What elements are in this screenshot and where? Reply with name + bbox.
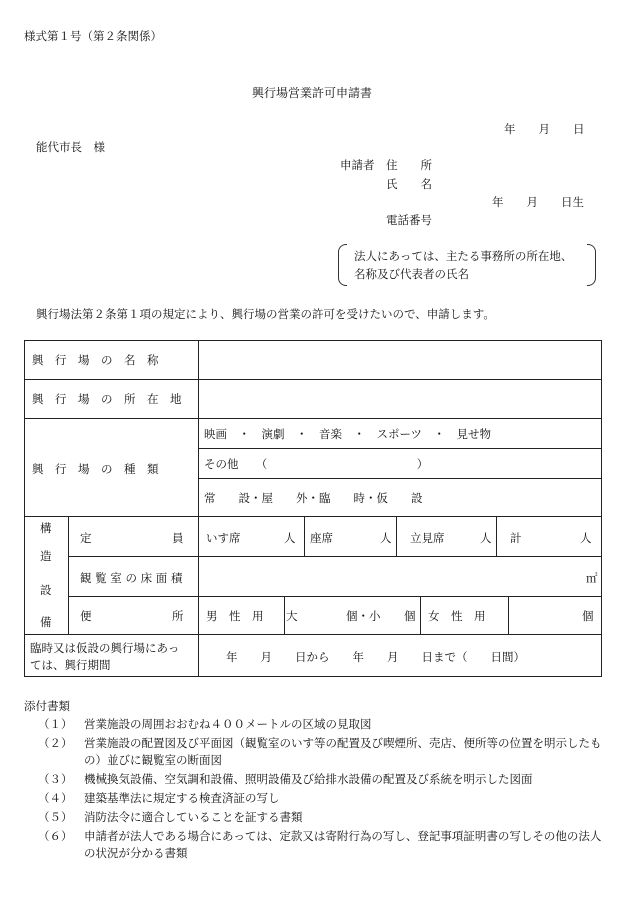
phone-label: 電話番号 bbox=[386, 213, 432, 227]
structure-char-4: 備 bbox=[40, 615, 52, 629]
seat-total-unit: 人 bbox=[580, 531, 592, 545]
type-options[interactable]: 映画 ・ 演劇 ・ 音楽 ・ スポーツ ・ 見せ物 bbox=[204, 427, 492, 441]
address-label: 住 所 bbox=[386, 158, 432, 172]
seat-chair-unit: 人 bbox=[284, 531, 296, 545]
toilet-label: 便 所 bbox=[80, 609, 184, 623]
applicant-label: 申請者 bbox=[340, 158, 375, 172]
birth-label: 年 月 日生 bbox=[492, 195, 584, 209]
name-label: 氏 名 bbox=[386, 177, 432, 191]
period-value[interactable]: 年 月 日から 年 月 日まで（ 日間） bbox=[226, 650, 525, 664]
type-other[interactable]: その他 （ ） bbox=[204, 457, 429, 471]
addressee: 能代市長 様 bbox=[36, 140, 105, 154]
type-period[interactable]: 常 設・屋 外・臨 時・仮 設 bbox=[204, 491, 423, 505]
toilet-female-unit: 個 bbox=[582, 609, 594, 623]
seat-standing-label: 立見席 bbox=[410, 531, 445, 545]
form-number: 様式第１号（第２条関係） bbox=[24, 29, 162, 43]
toilet-large-label: 大 bbox=[286, 609, 298, 623]
capacity-label: 定 員 bbox=[80, 531, 184, 545]
facility-location-field[interactable] bbox=[200, 381, 600, 417]
period-label-line1: 臨時又は仮設の興行場にあっ bbox=[30, 641, 180, 655]
seat-zaseki-unit: 人 bbox=[380, 531, 392, 545]
toilet-male-label: 男 性 用 bbox=[206, 609, 264, 623]
corp-note-line2: 名称及び代表者の氏名 bbox=[354, 267, 469, 281]
toilet-male-unit: 個 bbox=[404, 609, 416, 623]
seat-zaseki-label: 座席 bbox=[310, 531, 333, 545]
seat-total-label: 計 bbox=[510, 531, 522, 545]
attachments-heading: 添付書類 bbox=[24, 699, 70, 713]
facility-name-label: 興 行 場 の 名 称 bbox=[32, 353, 159, 367]
seat-chair-label: いす席 bbox=[206, 531, 241, 545]
corp-note-line1: 法人にあっては、主たる事務所の所在地、 bbox=[354, 249, 573, 263]
corp-note-bracket bbox=[338, 244, 596, 286]
date-line: 年 月 日 bbox=[504, 122, 585, 136]
structure-char-3: 設 bbox=[40, 583, 52, 597]
page-title: 興行場営業許可申請書 bbox=[252, 86, 373, 100]
facility-location-label: 興 行 場 の 所 在 地 bbox=[32, 392, 182, 406]
seat-standing-unit: 人 bbox=[480, 531, 492, 545]
structure-char-1: 構 bbox=[40, 521, 52, 535]
toilet-female-label: 女 性 用 bbox=[428, 609, 486, 623]
toilet-small-label: 個・小 bbox=[346, 609, 381, 623]
period-label-line2: ては、興行期間 bbox=[30, 658, 111, 672]
application-statement: 興行場法第２条第１項の規定により、興行場の営業の許可を受けたいので、申請します。 bbox=[36, 307, 495, 321]
structure-char-2: 造 bbox=[40, 549, 52, 563]
floor-area-label: 観 覧 室 の 床 面 積 bbox=[80, 571, 183, 585]
facility-type-label: 興 行 場 の 種 類 bbox=[32, 462, 159, 476]
facility-name-field[interactable] bbox=[200, 342, 600, 378]
floor-area-unit: ㎡ bbox=[586, 571, 598, 585]
